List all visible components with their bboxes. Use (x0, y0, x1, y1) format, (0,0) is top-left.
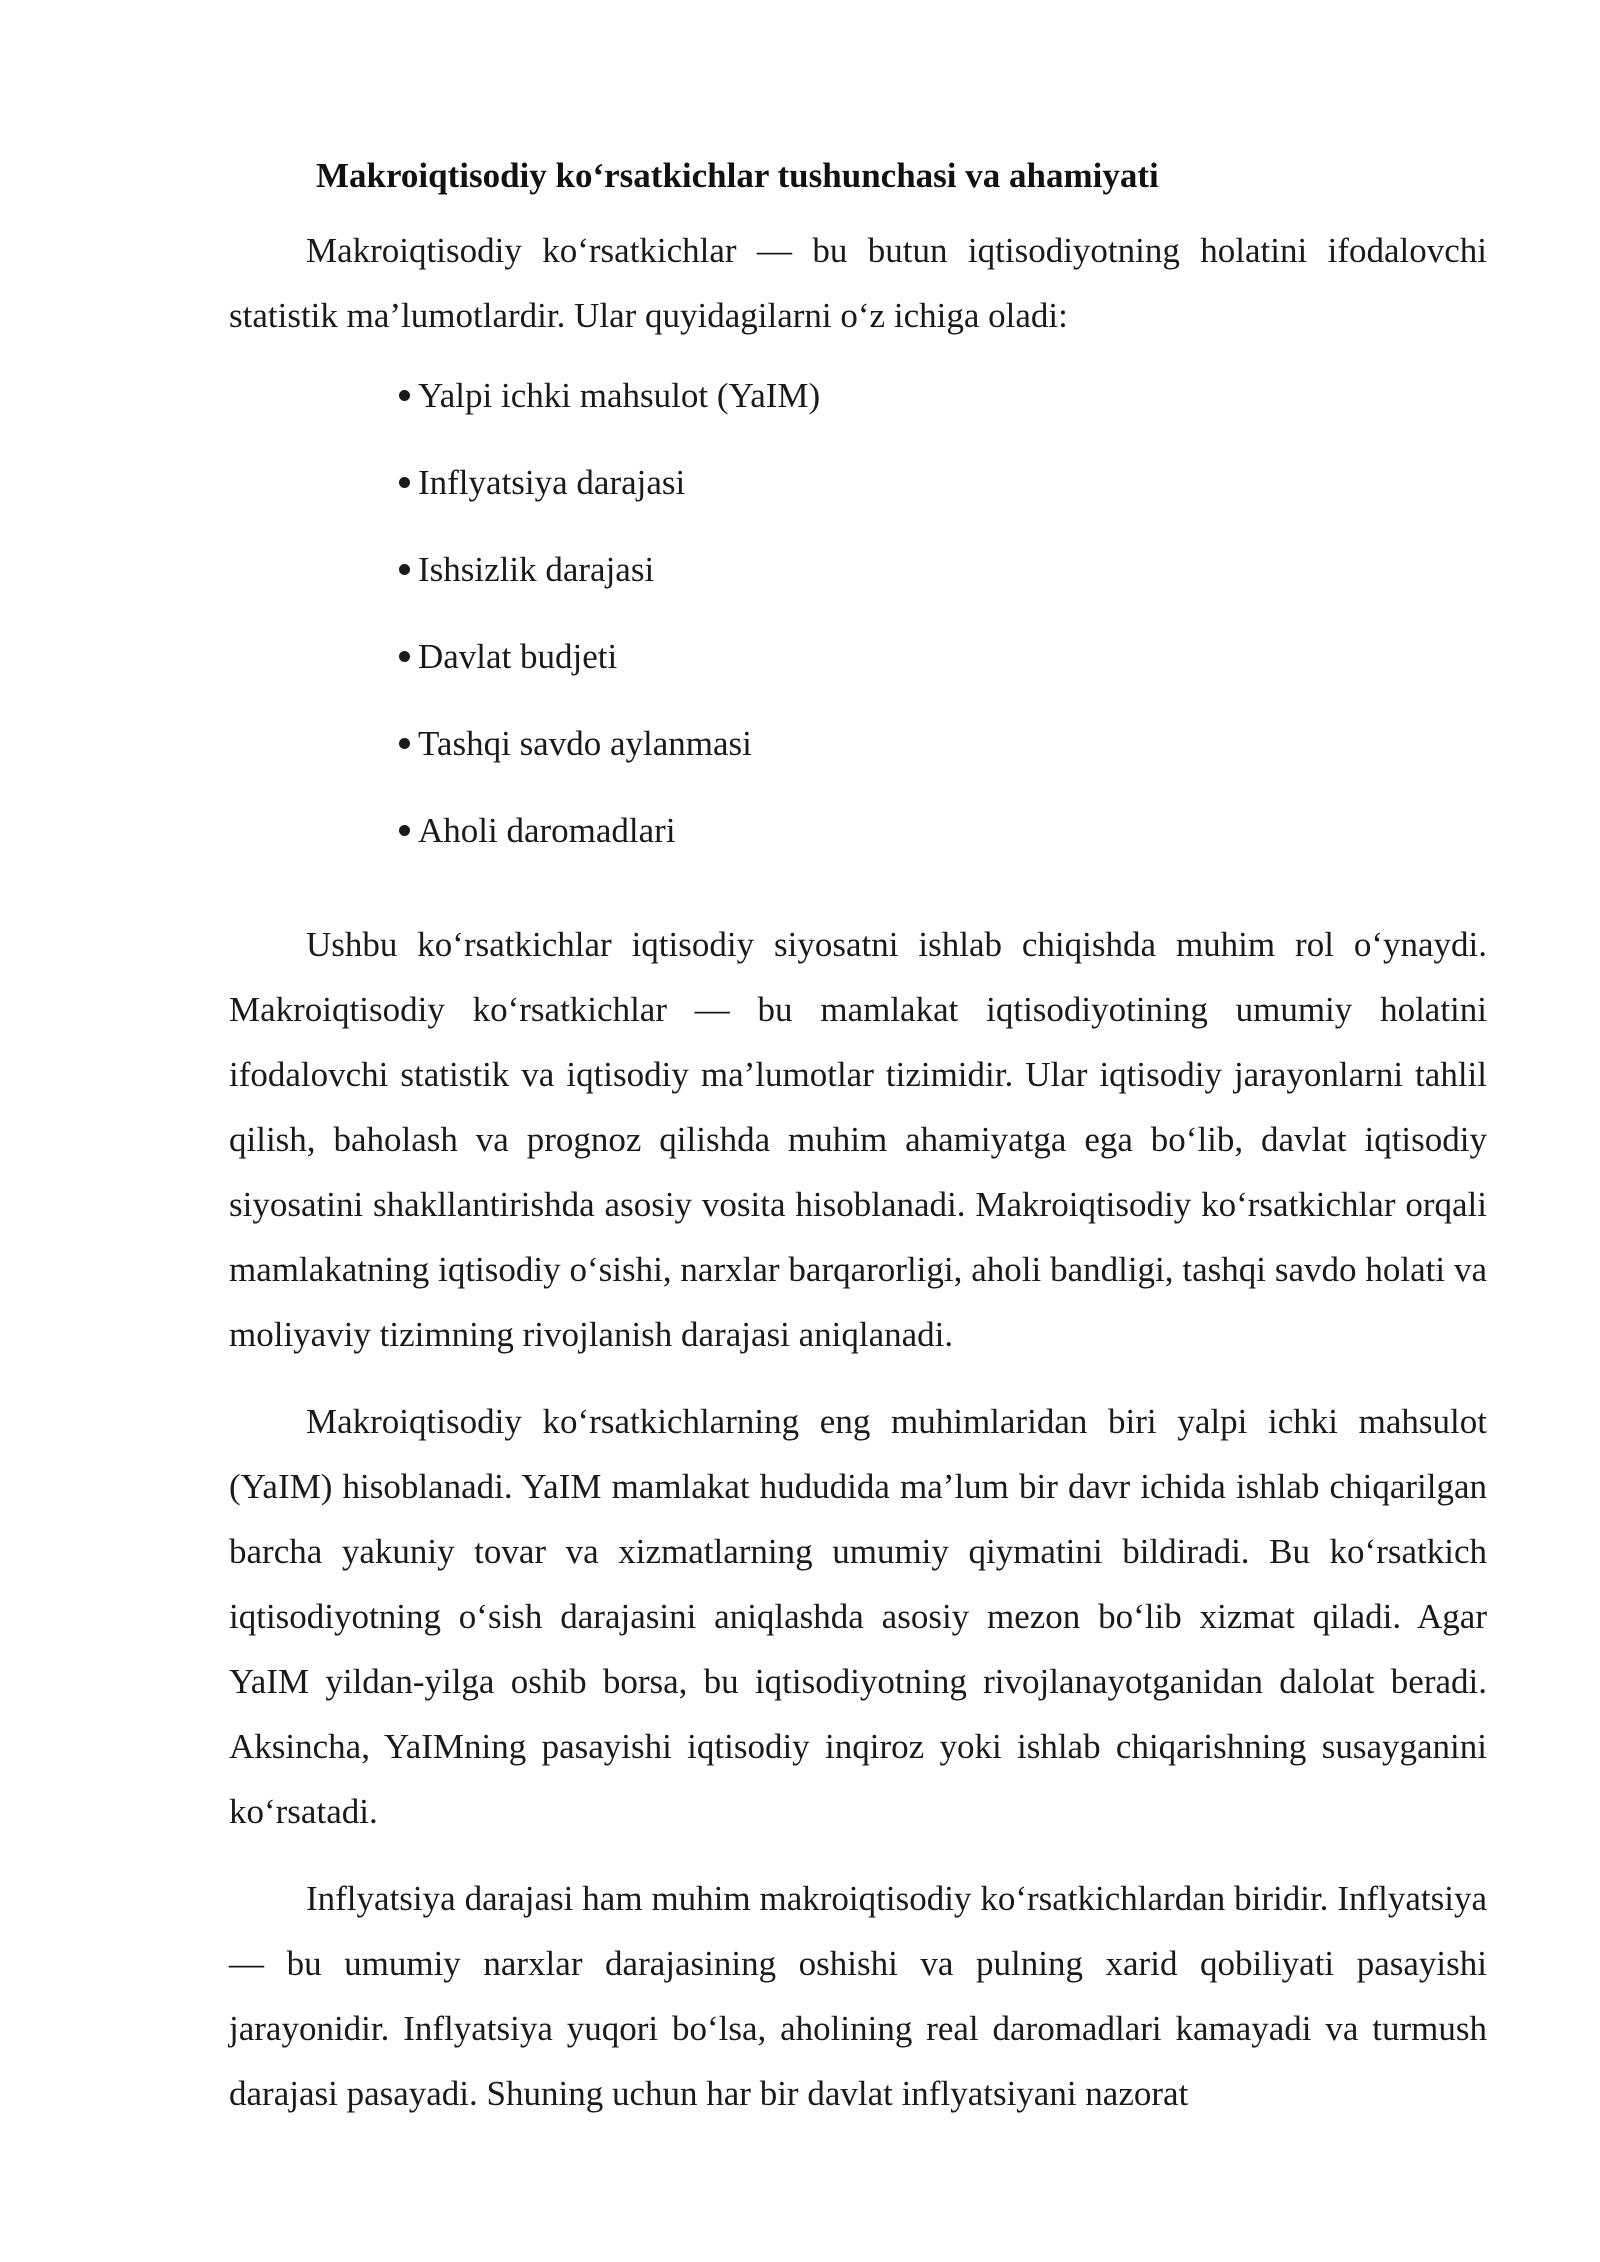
bullet-icon (399, 651, 410, 662)
list-item-text: Yalpi ichki mahsulot (YaIM) (418, 376, 821, 415)
list-item (229, 370, 1487, 457)
indicator-list (229, 370, 1487, 892)
list-item-text: Aholi daromadlari (418, 811, 676, 850)
bullet-icon (399, 477, 410, 488)
list-item (229, 631, 1487, 718)
bullet-icon (399, 738, 410, 749)
body-paragraph-role: Ushbu ko‘rsatkichlar iqtisodiy siyosatni ishlab chiqishda muhim rol o‘ynaydi. Makroiqtisodiy ko‘rsatkichlar — bu mamlakat iqtisodiyotining umumiy holatini ifodalovchi statistik va iqtisodiy ma’lumotlar tizimidir. Ular iqtisodiy jarayonlarni tahlil qilish, baholash va prognoz qilishda muhim ahamiyatga ega bo‘lib, davlat iqtisodiy siyosatini shakllantirishda asosiy vosita hisoblanadi. Makroiqtisodiy ko‘rsatkichlar orqali mamlakatning iqtisodiy o‘sishi, narxlar barqarorligi, aholi bandligi, tashqi savdo holati va moliyaviy tizimning rivojlanish darajasi aniqlanadi. (229, 925, 1487, 1354)
bullet-icon (399, 390, 410, 401)
list-item (229, 805, 1487, 892)
list-item-text: Davlat budjeti (418, 637, 618, 676)
bullet-icon (399, 825, 410, 836)
list-item-text: Tashqi savdo aylanmasi (418, 724, 752, 763)
list-item (229, 457, 1487, 544)
list-item-text: Ishsizlik darajasi (418, 550, 655, 589)
list-item (229, 718, 1487, 805)
document-title: Makroiqtisodiy ko‘rsatkichlar tushunchasi va ahamiyati (316, 156, 1159, 195)
list-item (229, 544, 1487, 631)
intro-paragraph: Makroiqtisodiy ko‘rsatkichlar — bu butun iqtisodiyotning holatini ifodalovchi statistik ma’lumotlardir. Ular quyidagilarni o‘z ichiga oladi: (229, 231, 1487, 335)
bullet-icon (399, 564, 410, 575)
list-item-text: Inflyatsiya darajasi (418, 463, 686, 502)
body-paragraph-inflation: Inflyatsiya darajasi ham muhim makroiqtisodiy ko‘rsatkichlardan biridir. Inflyatsiya — bu umumiy narxlar darajasining oshishi va pulning xarid qobiliyati pasayishi jarayonidir. Inflyatsiya yuqori bo‘lsa, aholining real daromadlari kamayadi va turmush darajasi pasayadi. Shuning uchun har bir davlat inflyatsiyani nazorat (229, 1879, 1487, 2113)
document-page (229, 150, 1487, 2148)
body-paragraph-gdp: Makroiqtisodiy ko‘rsatkichlarning eng muhimlaridan biri yalpi ichki mahsulot (YaIM) hisoblanadi. YaIM mamlakat hududida ma’lum bir davr ichida ishlab chiqarilgan barcha yakuniy tovar va xizmatlarning umumiy qiymatini bildiradi. Bu ko‘rsatkich iqtisodiyotning o‘sish darajasini aniqlashda asosiy mezon bo‘lib xizmat qiladi. Agar YaIM yildan-yilga oshib borsa, bu iqtisodiyotning rivojlanayotganidan dalolat beradi. Aksincha, YaIMning pasayishi iqtisodiy inqiroz yoki ishlab chiqarishning susayganini ko‘rsatadi. (229, 1402, 1487, 1831)
